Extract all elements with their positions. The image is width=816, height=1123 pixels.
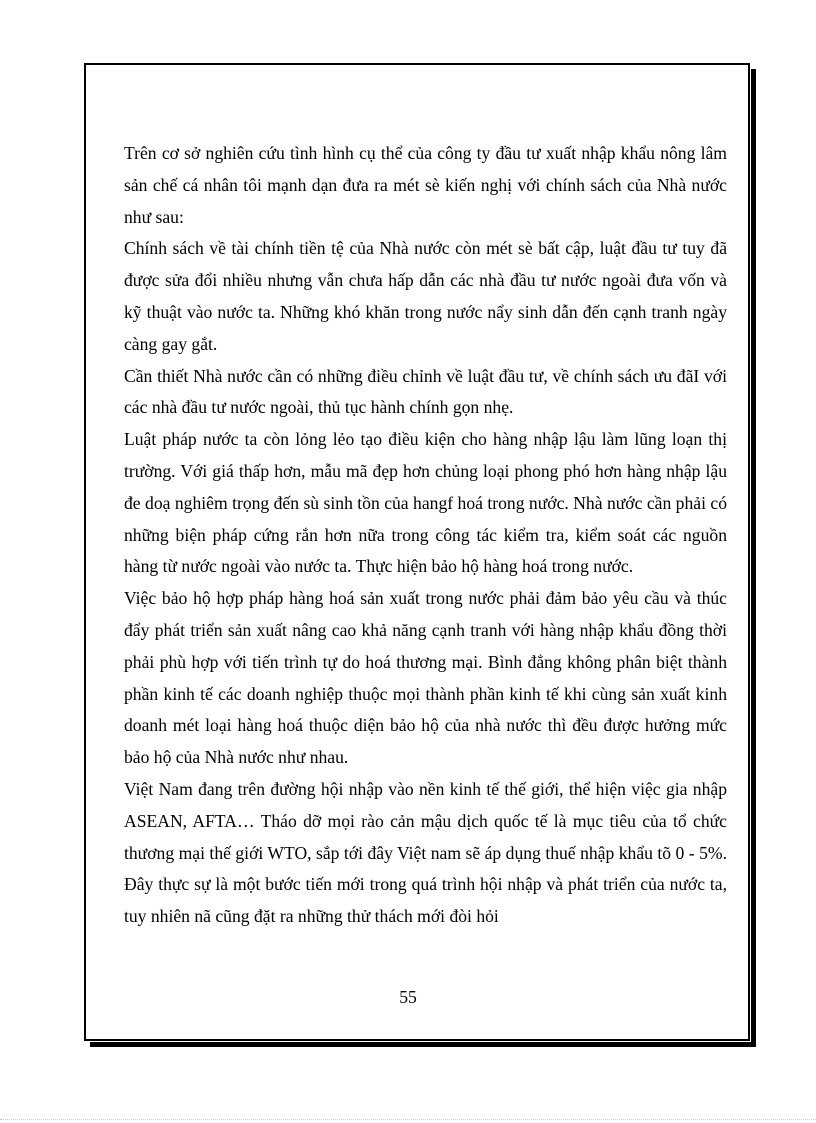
paragraph-financial-policy: Chính sách về tài chính tiền tệ của Nhà nước còn mét sè bất cập, luật đầu tư tuy đã được sửa đổi nhiều nhưng vẫn chưa hấp dẫn các nhà đầu tư nước ngoài đưa vốn và kỹ thuật vào nước ta. Những khó khăn trong nước nẩy sinh dẫn đến cạnh tranh ngày càng gay gắt. — [124, 238, 727, 354]
paragraph-domestic-protection: Việc bảo hộ hợp pháp hàng hoá sản xuất trong nước phải đảm bảo yêu cầu và thúc đẩy phát triển sản xuất nâng cao khả năng cạnh tranh với hàng nhập khẩu đồng thời phải phù hợp với tiến trình tự do hoá thương mại. Bình đẳng không phân biệt thành phần kinh tế các doanh nghiệp thuộc mọi thành phần kinh tế khi cùng sản xuất kinh doanh mét loại hàng hoá thuộc diện bảo hộ của nhà nước thì đều được hưởng mức bảo hộ của Nhà nước như nhau. — [124, 588, 727, 768]
paragraph-integration: Việt Nam đang trên đường hội nhập vào nền kinh tế thế giới, thể hiện việc gia nhập ASEAN, AFTA… Tháo dỡ mọi rào cản mậu dịch quốc tế là mục tiêu của tổ chức thương mại thế giới WTO, sắp tới đây Việt nam sẽ áp dụng thuế nhập khẩu tõ 0 - 5%. Đây thực sự là một bước tiến mới trong quá trình hội nhập và phát triển của nước ta, tuy nhiên nã cũng đặt ra những thử thách mới đòi hỏi — [124, 778, 727, 927]
paragraph-intro: Trên cơ sở nghiên cứu tình hình cụ thể của công ty đầu tư xuất nhập khẩu nông lâm sản chế cá nhân tôi mạnh dạn đưa ra mét sè kiến nghị với chính sách của Nhà nước như sau: — [124, 143, 727, 227]
page-number: 55 — [399, 987, 417, 1007]
paragraph-investment-law: Cần thiết Nhà nước cần có những điều chỉnh về luật đầu tư, về chính sách ưu đãI với các nhà đầu tư nước ngoài, thủ tục hành chính gọn nhẹ. — [124, 365, 727, 418]
document-body — [124, 138, 727, 933]
page-bottom-divider — [0, 1119, 816, 1120]
paragraph-smuggling: Luật pháp nước ta còn lỏng lẻo tạo điều kiện cho hàng nhập lậu làm lũng loạn thị trường. Với giá thấp hơn, mẫu mã đẹp hơn chủng loại phong phó hơn hàng nhập lậu đe doạ nghiêm trọng đến sù sinh tồn của hangf hoá trong nước. Nhà nước cần phải có những biện pháp cứng rắn hơn nữa trong công tác kiểm tra, kiểm soát các nguồn hàng từ nước ngoài vào nước ta. Thực hiện bảo hộ hàng hoá trong nước. — [124, 429, 727, 577]
